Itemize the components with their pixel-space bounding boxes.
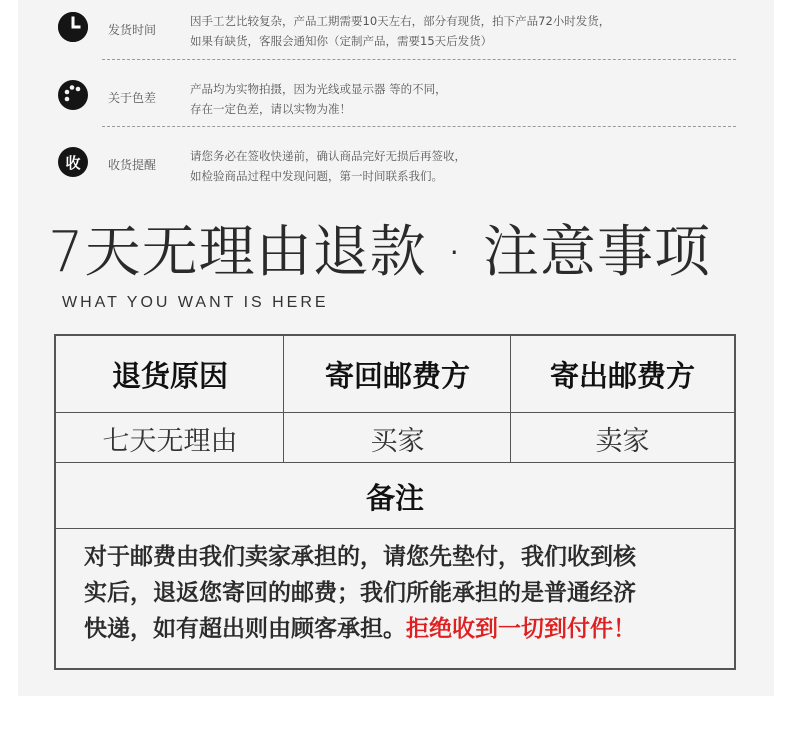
remark-line-text: 快递，如有超出则由顾客承担。 [84, 616, 406, 642]
palette-icon [58, 80, 88, 110]
table-divider [283, 336, 284, 463]
dashed-divider [102, 59, 736, 60]
info-label: 收货提醒 [108, 157, 157, 172]
page-subtitle: WHAT YOU WANT IS HERE [62, 294, 329, 311]
table-cell: 买家 [370, 425, 425, 457]
table-header-cell: 退货原因 [111, 359, 228, 393]
info-label: 发货时间 [108, 22, 157, 37]
table-divider [510, 336, 511, 463]
table-header-cell: 寄出邮费方 [549, 359, 695, 393]
remark-line: 实后，退返您寄回的邮费；我们所能承担的是普通经济 [84, 580, 636, 606]
info-line: 请您务必在签收快递前，确认商品完好无损后再签收， [190, 149, 466, 163]
info-row-color-difference [58, 68, 734, 126]
remark-line: 对于邮费由我们卖家承担的，请您先垫付，我们收到核 [84, 544, 636, 570]
table-cell: 卖家 [595, 425, 650, 457]
receive-icon [58, 147, 88, 177]
info-description [190, 146, 730, 186]
info-line: 如检验商品过程中发现问题，第一时间联系我们。 [190, 169, 443, 183]
table-cell: 七天无理由 [102, 425, 238, 457]
table-header-cell: 寄回邮费方 [324, 359, 470, 393]
info-line: 因手工艺比较复杂，产品工期需要10天左右，部分有现货，拍下产品72小时发货， [190, 14, 611, 28]
info-description [190, 79, 730, 119]
page-title: 7天无理由退款 · 注意事项 [48, 220, 712, 285]
dashed-divider [102, 126, 736, 127]
info-description [190, 11, 730, 51]
info-row-receipt-reminder [58, 135, 734, 193]
return-policy-table [54, 334, 736, 670]
table-divider [56, 412, 734, 413]
info-line: 存在一定色差，请以实物为准！ [190, 102, 351, 116]
remark-header: 备注 [365, 480, 424, 515]
table-divider [56, 462, 734, 463]
table-divider [56, 528, 734, 529]
remark-line [84, 611, 724, 647]
info-row-shipping-time [58, 0, 734, 58]
info-line: 产品均为实物拍摄，因为光线或显示器 等的不同， [190, 82, 447, 96]
clock-icon [58, 12, 88, 42]
remark-warning: 拒绝收到一切到付件！ [406, 616, 636, 642]
remark-text [84, 539, 724, 647]
receive-icon-glyph: 收 [65, 153, 81, 172]
info-line: 如果有缺货，客服会通知你（定制产品，需要15天后发货） [190, 34, 493, 48]
info-label: 关于色差 [108, 90, 157, 105]
